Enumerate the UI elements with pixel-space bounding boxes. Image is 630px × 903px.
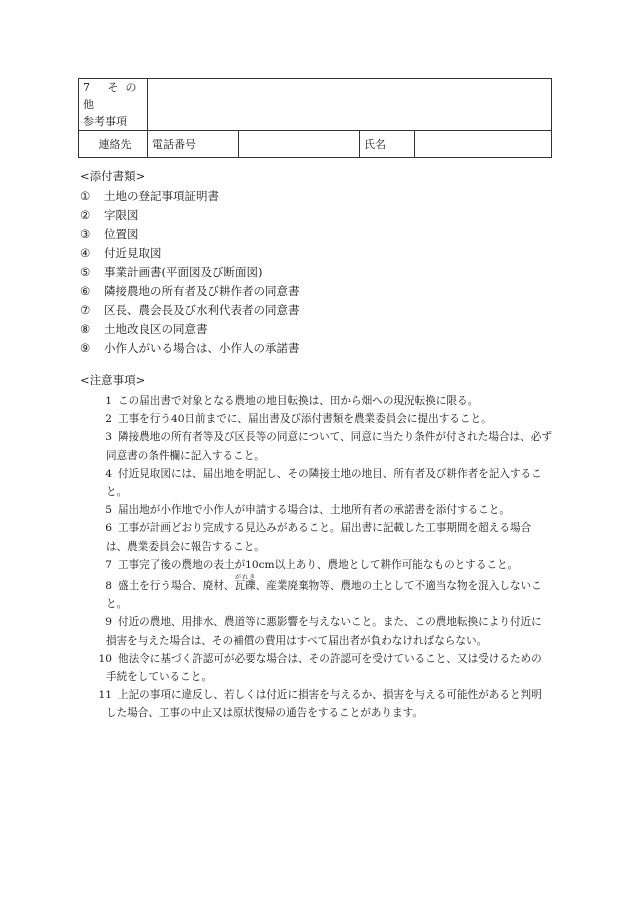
list-item: 7 工事完了後の農地の表土が10cm以上あり、農地として耕作可能なものとすること。 [105, 558, 519, 571]
phone-field[interactable] [239, 131, 360, 158]
list-item: 8 盛土を行う場合、廃材、瓦礫がれき、産業廃棄物等、農地の土として不適当な物を混入しないこと。 [105, 574, 542, 611]
name-field[interactable] [415, 131, 552, 158]
list-item: 6 工事が計画どおり完成する見込みがあること。届出書に記載した工事期間を超える場合は、農業委員会に報告すること。 [105, 522, 532, 553]
other-reference-field[interactable] [148, 79, 552, 131]
contact-row [79, 131, 552, 158]
list-item: ① 土地の登記事項証明書 [80, 189, 219, 203]
list-item: 5 届出地が小作地で小作人が申請する場合は、土地所有者の承諾書を添付すること。 [105, 504, 510, 517]
other-reference-row [79, 79, 552, 131]
list-item: 11 上記の事項に違反し、若しくは付近に損害を与えるか、損害を与える可能性があると判明した場合、工事の中止又は原状復帰の通告をすることがあります。 [98, 689, 542, 720]
list-item: ⑧ 土地改良区の同意書 [80, 322, 208, 336]
notes-list [80, 392, 552, 723]
list-item: ⑦ 区長、農会長及び水利代表者の同意書 [80, 303, 300, 317]
list-item: 10 他法令に基づく許認可が必要な場合は、その許認可を受けていること、又は受けるための手続をしていること。 [98, 652, 542, 684]
attachments-heading: <添付書類> [80, 169, 146, 183]
list-item: ⑤ 事業計画書(平面図及び断面図) [80, 265, 263, 279]
list-item: ③ 位置図 [80, 227, 139, 241]
phone-label: 電話番号 [148, 131, 239, 158]
ruby-annotation: 瓦礫がれき [234, 574, 256, 593]
other-label-line2: 参考事項 [83, 115, 127, 128]
list-item: ④ 付近見取図 [80, 246, 162, 260]
list-item: ② 字限図 [80, 208, 139, 222]
list-item: 2 工事を行う40日前までに、届出書及び添付書類を農業委員会に提出すること。 [105, 413, 492, 426]
list-item: ⑥ 隣接農地の所有者及び耕作者の同意書 [80, 284, 300, 298]
list-item: 9 付近の農地、用排水、農道等に悪影響を与えないこと。また、この農地転換により付近に損害を与えた場合は、その補償の費用はすべて届出者が負わなければならない。 [105, 616, 542, 647]
list-item: 1 この届出書で対象となる農地の地目転換は、田から畑への現況転換に限る。 [105, 395, 479, 407]
list-item: 3 隣接農地の所有者等及び区長等の同意について、同意に当たり条件が付された場合は、必ず同意書の条件欄に記入すること。 [105, 431, 552, 462]
contact-label: 連絡先 [79, 131, 148, 158]
other-reference-label [79, 79, 148, 131]
attachments-list [80, 187, 300, 358]
list-item: ⑨ 小作人がいる場合は、小作人の承諾書 [80, 341, 300, 355]
notes-heading: <注意事項> [80, 373, 146, 387]
reference-form-table [78, 78, 552, 158]
list-item: 4 付近見取図には、届出地を明記し、その隣接土地の地目、所有者及び耕作者を記入すること。 [105, 467, 542, 499]
other-label-line1: 7 その他 [83, 81, 144, 111]
name-label: 氏名 [360, 131, 415, 158]
